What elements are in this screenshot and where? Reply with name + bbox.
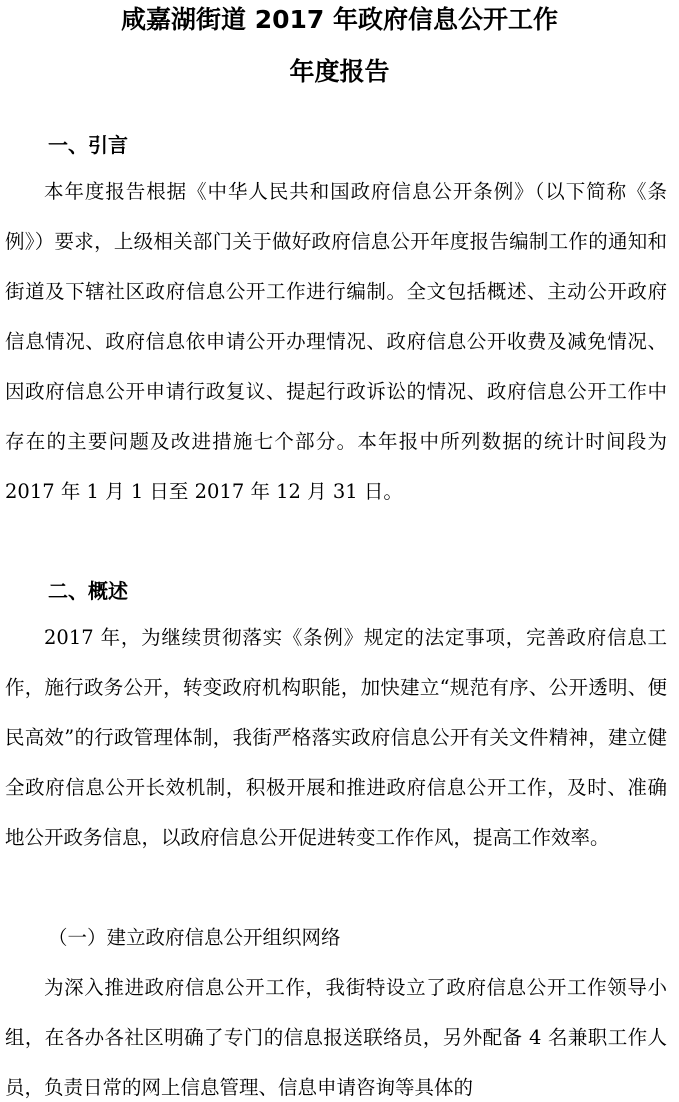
introduction-paragraph: 本年度报告根据《中华人民共和国政府信息公开条例》（以下简称《条例》）要求，上级相关部门关于做好政府信息公开年度报告编制工作的通知和街道及下辖社区政府信息公开工作进行编制。全文包括概述、主动公开政府信息情况、政府信息依申请公开办理情况、政府信息公开收费及减免情况、因政府信息公开申请行政复议、提起行政诉讼的情况、政府信息公开工作中存在的主要问题及改进措施七个部分。本年报中所列数据的统计时间段为 2017 年 1 月 1 日至 2017 年 12 月 31 日。 xyxy=(5,180,667,503)
section-heading-overview: 二、概述 xyxy=(48,579,128,603)
document-title-line-1: 咸嘉湖街道 2017 年政府信息公开工作 xyxy=(121,5,558,34)
subsection-heading-organization: （一）建立政府信息公开组织网络 xyxy=(48,926,341,949)
document-title-line-2: 年度报告 xyxy=(289,57,390,86)
section-heading-introduction: 一、引言 xyxy=(48,133,128,157)
organization-paragraph: 为深入推进政府信息公开工作，我街特设立了政府信息公开工作领导小组，在各办各社区明确了专门的信息报送联络员，另外配备 4 名兼职工作人员，负责日常的网上信息管理、信息申请咨询等具体的 xyxy=(5,976,667,1099)
overview-paragraph: 2017 年，为继续贯彻落实《条例》规定的法定事项，完善政府信息工作，施行政务公开，转变政府机构职能，加快建立“规范有序、公开透明、便民高效”的行政管理体制，我街严格落实政府信息公开有关文件精神，建立健全政府信息公开长效机制，积极开展和推进政府信息公开工作，及时、准确地公开政务信息，以政府信息公开促进转变工作作风，提高工作效率。 xyxy=(5,626,667,849)
